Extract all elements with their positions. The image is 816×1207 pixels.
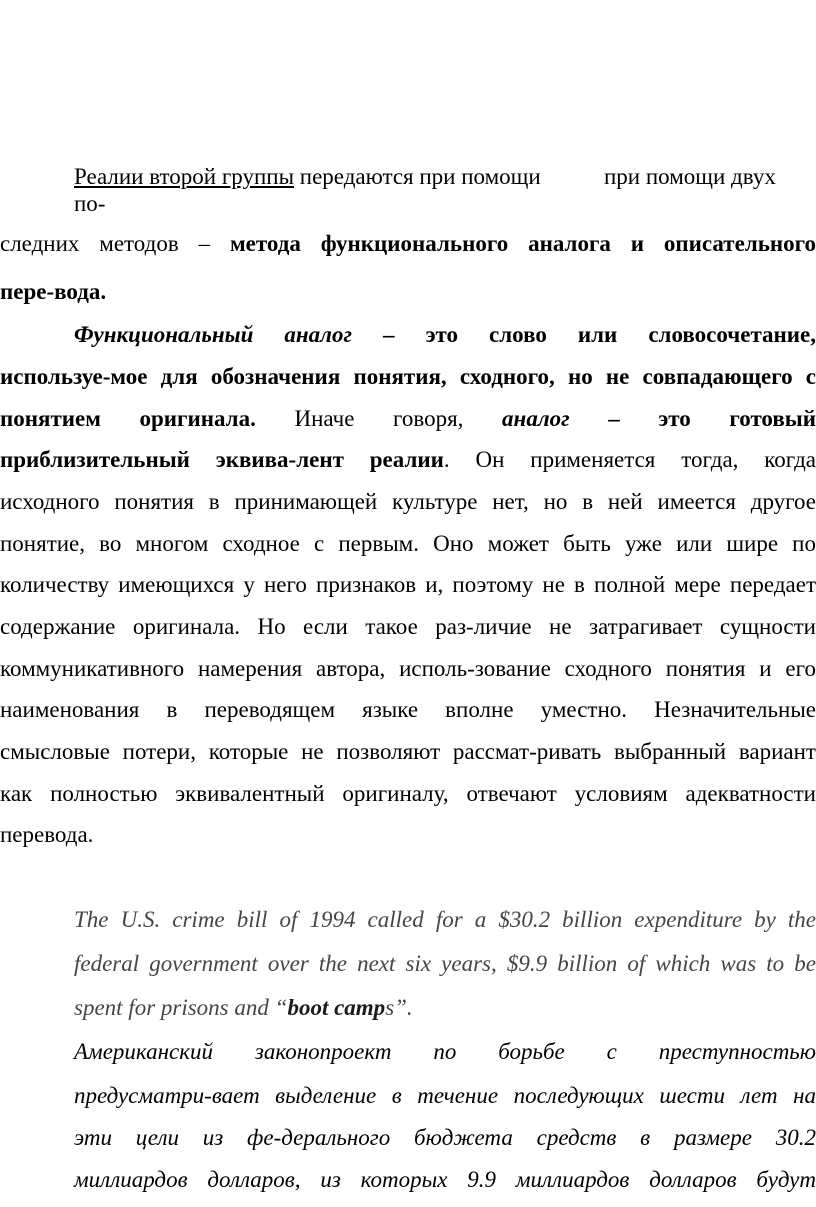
p2-line1 [74,315,816,355]
p1-line3 [0,224,816,264]
p2-line5: исходного понятия в принимающей культуре нет, но в ней имеется другое [0,489,816,514]
p1-line3-bold: метода функционального аналога и описательного [229,231,816,256]
p2-line11: смысловые потери, которые не позволяют рассмат-ривать выбранный вариант [0,739,816,764]
p2-line3 [0,399,816,439]
example-ru-line4: миллиардов долларов, из которых 9.9 миллиардов долларов будут [74,1167,816,1192]
p2-line3-text: Иначе говоря, [255,406,503,431]
term-functional-analog: Функциональный аналог [74,322,352,347]
p1-line4: пере-вода. [0,279,107,304]
p2-line4 [0,440,816,480]
p2-line2: используе-мое для обозначения понятия, сходного, но не совпадающего с [0,364,816,389]
p2-line13: перевода. [0,822,94,847]
underlined-phrase: Реалии второй группы [74,164,295,189]
example-ru-line3: эти цели из фе-дерального бюджета средств в размере 30.2 [74,1125,816,1150]
p1-line3-text: следних методов – [0,231,230,256]
p2-line3-bold: понятием оригинала. [0,406,256,431]
p2-line8: содержание оригинала. Но если такое раз-личие не затрагивает сущности [0,614,816,639]
example-en-line3-end: s”. [385,995,413,1020]
boot-camp-term: boot camp [287,995,386,1020]
p2-line3-bold-end: – это готовый [569,406,816,431]
p2-line4-text: . Он применяется тогда, когда [443,447,816,472]
p2-line6: понятие, во многом сходное с первым. Оно может быть уже или шире по [0,531,816,556]
example-en-line3 [74,988,816,1028]
p2-line10: наименования в переводящем языке вполне уместно. Незначительные [0,697,816,722]
p2-line9: коммуникативного намерения автора, исполь-зование сходного понятия и его [0,656,816,681]
p1-line2: по- [74,191,106,216]
p2-line1-bold: – это слово или словосочетание, [351,322,816,347]
example-ru-line1: Американский законопроект по борьбе с преступностью [74,1039,816,1064]
term-analog: аналог [502,406,570,431]
p2-line12: как полностью эквивалентный оригиналу, отвечают условиям адекватности [0,781,816,806]
p1-line1-duplicate: при помощи двух [604,164,776,189]
example-ru-line2: предусматри-вает выделение в течение последующих шести лет на [74,1083,816,1108]
p2-line4-bold: приблизительный эквива-лент реалии [0,447,444,472]
example-en-line3-text: spent for prisons and “ [74,995,288,1020]
p1-line1-text: передаются при помощи [294,164,541,189]
p2-line7: количеству имеющихся у него признаков и, поэтому не в полной мере передает [0,572,816,597]
example-en-line2: federal government over the next six years, $9.9 billion of which was to be [74,951,816,976]
example-en-line1: The U.S. crime bill of 1994 called for a $30.2 billion expenditure by the [74,907,816,932]
